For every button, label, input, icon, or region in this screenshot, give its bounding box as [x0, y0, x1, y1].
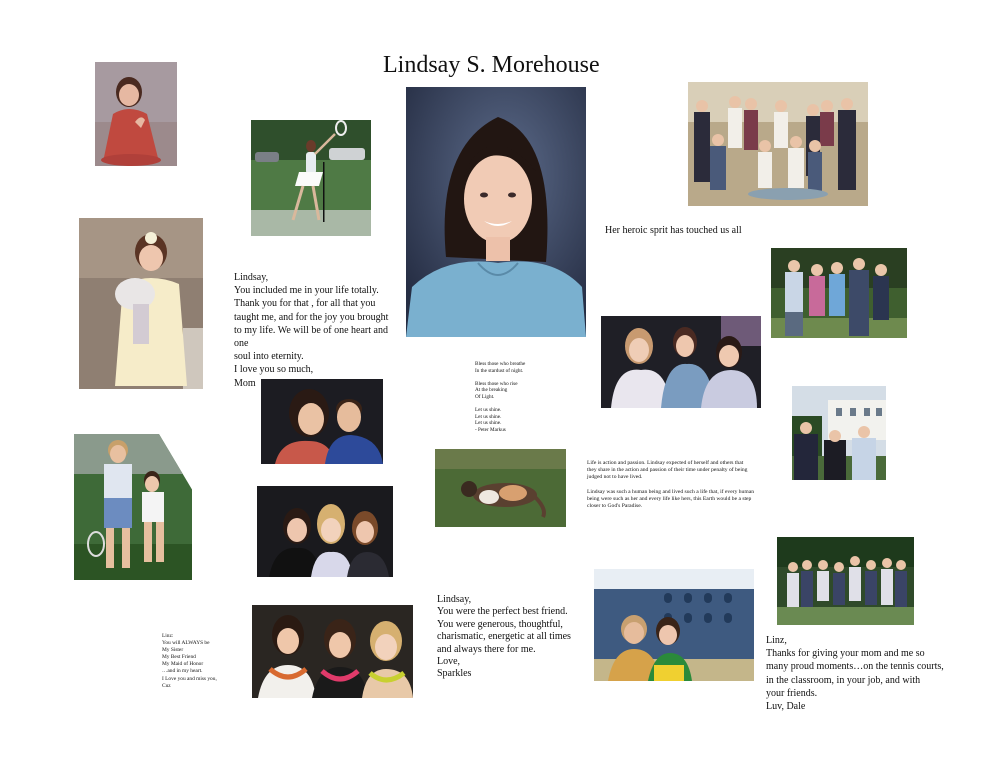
cuz-note: Linz: You will ALWAYS be My Sister My Best Friend My Maid of Honor …and in my heart. I Love you and miss you, Cuz — [162, 633, 217, 689]
photo-toddler-red-dress — [95, 62, 177, 166]
photo-grandmother-girl — [74, 434, 192, 580]
photo-senior-portrait — [406, 87, 586, 337]
life-text: Life is action and passion. Lindsay expected of herself and others that they share in the action and passion of their time under penalty of being judged not to have lived. Lindsay was such a human being and lived such a life that, if every human being were such as her and every life like hers, this Earth would be a step closer to God's Paradise. — [587, 460, 754, 510]
sparkles-letter: Lindsay, You were the perfect best friend. You were generous, thoughtful, charismatic, energetic at all times and always there for me. Love, Sparkles — [437, 594, 571, 680]
mom-letter: Lindsay, You included me in your life totally. Thank you for that , for all that you taught me, and for the joy you brought to my life. We will be of one heart and one soul into eternity. I love you so much, Mom — [234, 272, 389, 389]
photo-grandparents-house — [792, 386, 886, 480]
photo-cat-on-grass — [435, 449, 566, 527]
photo-large-group — [777, 537, 914, 625]
photo-two-women-ship — [594, 569, 754, 681]
dale-letter: Linz, Thanks for giving your mom and me so many proud moments…on the tennis courts, in the classroom, in your job, and with your friends. Luv, Dale — [766, 635, 944, 713]
photo-friends-leis — [252, 605, 413, 698]
photo-flower-girl — [79, 218, 203, 389]
photo-couple — [261, 379, 383, 464]
poem: Bless those who breathe In the stardust of night. Bless those who rise At the breaking Of Light. Let us shine. Let us shine. Let us shine. - Peter Markus — [475, 361, 526, 433]
photo-friends-hugging — [257, 486, 393, 577]
photo-three-girls — [601, 316, 761, 408]
photo-tennis-player — [251, 120, 371, 236]
photo-family-four — [771, 248, 907, 338]
page-title: Lindsay S. Morehouse — [383, 52, 600, 78]
tagline: Her heroic sprit has touched us all — [605, 225, 742, 236]
photo-family-group — [688, 82, 868, 206]
